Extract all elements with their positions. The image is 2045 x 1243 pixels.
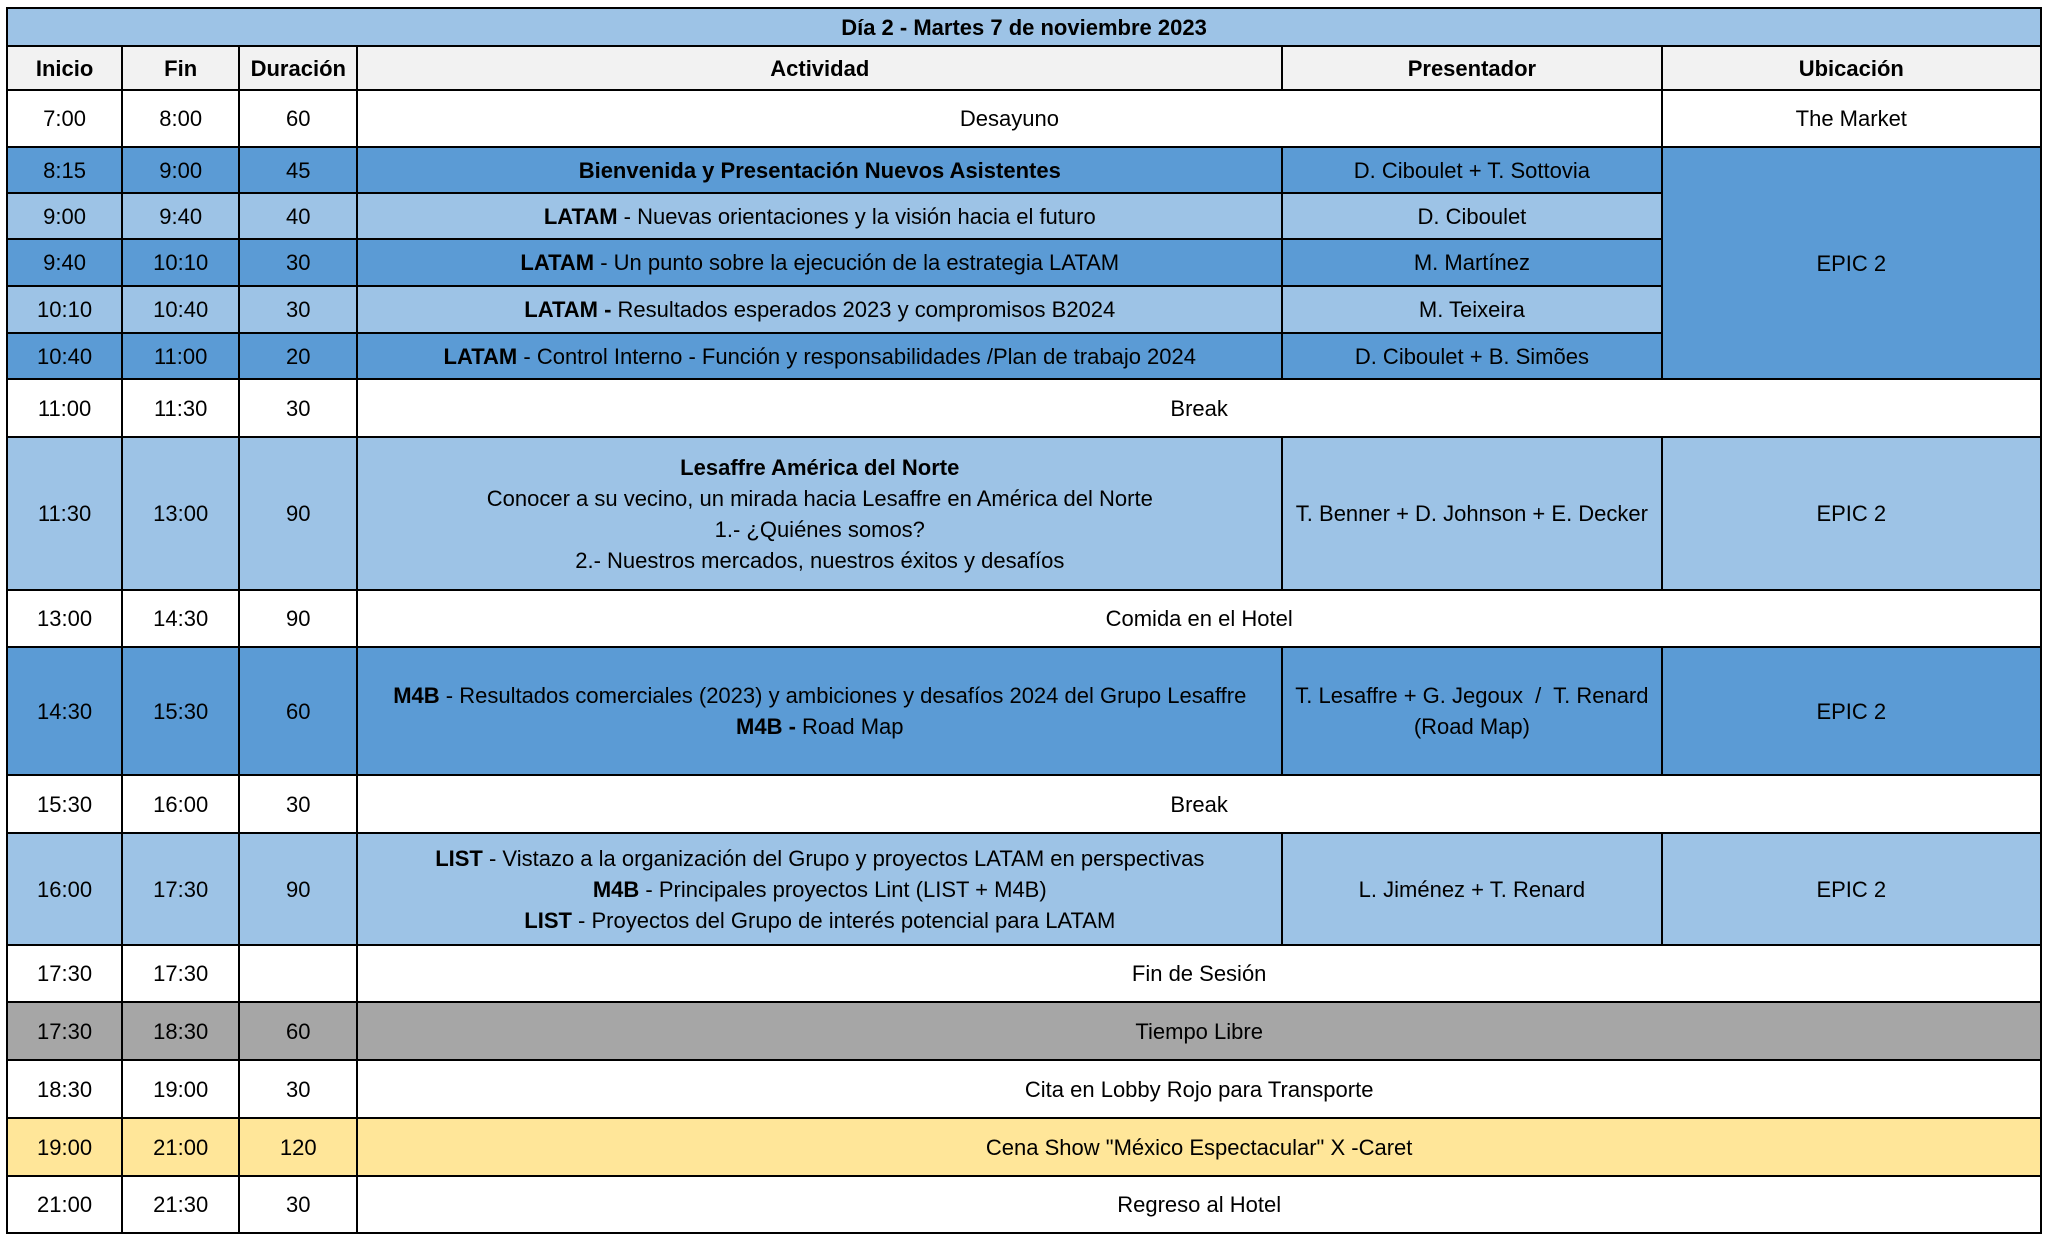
actividad-cell xyxy=(357,333,1282,379)
inicio-cell: 11:00 xyxy=(7,379,122,437)
actividad-bold: M4B - xyxy=(736,714,796,739)
presentador-cell: M. Teixeira xyxy=(1282,286,1661,333)
presentador-text: T. Lesaffre + G. Jegoux / T. Renard xyxy=(1295,683,1649,708)
actividad-cell xyxy=(357,239,1282,286)
presentador-text: (Road Map) xyxy=(1413,714,1530,739)
presentador-cell: D. Ciboulet + B. Simões xyxy=(1282,333,1661,379)
actividad-cell: Regreso al Hotel xyxy=(357,1176,2041,1233)
actividad-cell: Desayuno xyxy=(357,90,1661,147)
actividad-cell: Cena Show "México Espectacular" X -Caret xyxy=(357,1118,2041,1176)
duracion-cell: 120 xyxy=(239,1118,357,1176)
actividad-cell: Tiempo Libre xyxy=(357,1002,2041,1060)
ubicacion-cell: EPIC 2 xyxy=(1662,833,2041,945)
header-fin: Fin xyxy=(122,46,239,90)
header-presentador: Presentador xyxy=(1282,46,1661,90)
duracion-cell: 90 xyxy=(239,437,357,590)
presentador-cell: T. Benner + D. Johnson + E. Decker xyxy=(1282,437,1661,590)
table-row xyxy=(7,945,2041,1002)
inicio-cell: 16:00 xyxy=(7,833,122,945)
actividad-cell: Break xyxy=(357,775,2041,833)
fin-cell: 10:40 xyxy=(122,286,239,333)
fin-cell: 14:30 xyxy=(122,590,239,647)
actividad-bold: M4B xyxy=(393,683,440,708)
ubicacion-cell: EPIC 2 xyxy=(1662,437,2041,590)
actividad-cell xyxy=(357,833,1282,945)
actividad-cell xyxy=(357,647,1282,775)
inicio-cell: 8:15 xyxy=(7,147,122,193)
table-row xyxy=(7,437,2041,590)
fin-cell: 13:00 xyxy=(122,437,239,590)
inicio-cell: 7:00 xyxy=(7,90,122,147)
presentador-cell: M. Martínez xyxy=(1282,239,1661,286)
actividad-bold: Lesaffre América del Norte xyxy=(680,454,960,480)
fin-cell: 21:00 xyxy=(122,1118,239,1176)
duracion-cell: 60 xyxy=(239,90,357,147)
inicio-cell: 18:30 xyxy=(7,1060,122,1118)
table-row xyxy=(7,1002,2041,1060)
fin-cell: 17:30 xyxy=(122,945,239,1002)
actividad-text: - Proyectos del Grupo de interés potencial para LATAM xyxy=(571,907,1116,933)
duracion-cell: 30 xyxy=(239,286,357,333)
table-row xyxy=(7,833,2041,945)
actividad-text: - Nuevas orientaciones y la visión hacia el futuro xyxy=(617,203,1096,229)
table-row xyxy=(7,1060,2041,1118)
fin-cell: 8:00 xyxy=(122,90,239,147)
duracion-cell: 40 xyxy=(239,193,357,239)
inicio-cell: 15:30 xyxy=(7,775,122,833)
presentador-cell xyxy=(1282,647,1661,775)
inicio-cell: 21:00 xyxy=(7,1176,122,1233)
agenda-title: Día 2 - Martes 7 de noviembre 2023 xyxy=(7,8,2041,46)
duracion-cell: 90 xyxy=(239,590,357,647)
header-ubicacion: Ubicación xyxy=(1662,46,2041,90)
inicio-cell: 13:00 xyxy=(7,590,122,647)
header-actividad: Actividad xyxy=(357,46,1282,90)
actividad-cell: Comida en el Hotel xyxy=(357,590,2041,647)
fin-cell: 15:30 xyxy=(122,647,239,775)
actividad-text: 1.- ¿Quiénes somos? xyxy=(714,516,925,542)
table-row xyxy=(7,775,2041,833)
column-header-row xyxy=(7,46,2041,90)
actividad-bold: LIST xyxy=(435,845,483,871)
duracion-cell xyxy=(239,945,357,1002)
actividad-text: Conocer a su vecino, un mirada hacia Lesaffre en América del Norte xyxy=(486,485,1153,511)
table-row xyxy=(7,1118,2041,1176)
duracion-cell: 45 xyxy=(239,147,357,193)
presentador-cell: L. Jiménez + T. Renard xyxy=(1282,833,1661,945)
actividad-cell xyxy=(357,193,1282,239)
presentador-cell: D. Ciboulet xyxy=(1282,193,1661,239)
actividad-text: Resultados esperados 2023 y compromisos B2024 xyxy=(611,297,1116,322)
inicio-cell: 10:40 xyxy=(7,333,122,379)
header-inicio: Inicio xyxy=(7,46,122,90)
ubicacion-cell: EPIC 2 xyxy=(1662,147,2041,379)
duracion-cell: 30 xyxy=(239,239,357,286)
actividad-cell xyxy=(357,286,1282,333)
duracion-cell: 60 xyxy=(239,647,357,775)
actividad-text: - Control Interno - Función y responsabilidades /Plan de trabajo 2024 xyxy=(517,343,1196,369)
duracion-cell: 30 xyxy=(239,775,357,833)
actividad-text: - Un punto sobre la ejecución de la estrategia LATAM xyxy=(594,250,1120,275)
duracion-cell: 30 xyxy=(239,379,357,437)
actividad-cell: Fin de Sesión xyxy=(357,945,2041,1002)
table-row xyxy=(7,379,2041,437)
actividad-bold: LATAM xyxy=(543,203,618,229)
ubicacion-cell: EPIC 2 xyxy=(1662,647,2041,775)
duracion-cell: 90 xyxy=(239,833,357,945)
duracion-cell: 60 xyxy=(239,1002,357,1060)
actividad-bold: Bienvenida y Presentación Nuevos Asistentes xyxy=(578,157,1061,183)
agenda-table xyxy=(6,7,2042,1234)
actividad-bold: LATAM xyxy=(443,343,518,369)
inicio-cell: 9:00 xyxy=(7,193,122,239)
actividad-cell: Break xyxy=(357,379,2041,437)
table-row xyxy=(7,1176,2041,1233)
actividad-text: - Resultados comerciales (2023) y ambiciones y desafíos 2024 del Grupo Lesaffre xyxy=(439,683,1247,708)
duracion-cell: 20 xyxy=(239,333,357,379)
table-row xyxy=(7,90,2041,147)
fin-cell: 11:30 xyxy=(122,379,239,437)
actividad-bold: LIST xyxy=(524,907,572,933)
actividad-bold: LATAM xyxy=(520,250,595,275)
table-row xyxy=(7,647,2041,775)
actividad-text: Road Map xyxy=(795,714,904,739)
table-row xyxy=(7,590,2041,647)
ubicacion-cell: The Market xyxy=(1662,90,2041,147)
actividad-bold: M4B xyxy=(592,876,640,902)
actividad-cell: Cita en Lobby Rojo para Transporte xyxy=(357,1060,2041,1118)
fin-cell: 10:10 xyxy=(122,239,239,286)
inicio-cell: 17:30 xyxy=(7,1002,122,1060)
duracion-cell: 30 xyxy=(239,1176,357,1233)
fin-cell: 9:40 xyxy=(122,193,239,239)
inicio-cell: 9:40 xyxy=(7,239,122,286)
inicio-cell: 11:30 xyxy=(7,437,122,590)
header-duracion: Duración xyxy=(239,46,357,90)
fin-cell: 21:30 xyxy=(122,1176,239,1233)
fin-cell: 9:00 xyxy=(122,147,239,193)
actividad-text: - Principales proyectos Lint (LIST + M4B) xyxy=(639,876,1047,902)
inicio-cell: 19:00 xyxy=(7,1118,122,1176)
fin-cell: 16:00 xyxy=(122,775,239,833)
actividad-text: - Vistazo a la organización del Grupo y proyectos LATAM en perspectivas xyxy=(482,845,1205,871)
fin-cell: 19:00 xyxy=(122,1060,239,1118)
presentador-cell: D. Ciboulet + T. Sottovia xyxy=(1282,147,1661,193)
fin-cell: 18:30 xyxy=(122,1002,239,1060)
actividad-text: 2.- Nuestros mercados, nuestros éxitos y desafíos xyxy=(575,547,1065,573)
fin-cell: 17:30 xyxy=(122,833,239,945)
duracion-cell: 30 xyxy=(239,1060,357,1118)
inicio-cell: 17:30 xyxy=(7,945,122,1002)
actividad-cell xyxy=(357,437,1282,590)
inicio-cell: 10:10 xyxy=(7,286,122,333)
inicio-cell: 14:30 xyxy=(7,647,122,775)
table-row xyxy=(7,147,2041,193)
fin-cell: 11:00 xyxy=(122,333,239,379)
actividad-bold: LATAM - xyxy=(524,297,612,322)
actividad-cell xyxy=(357,147,1282,193)
